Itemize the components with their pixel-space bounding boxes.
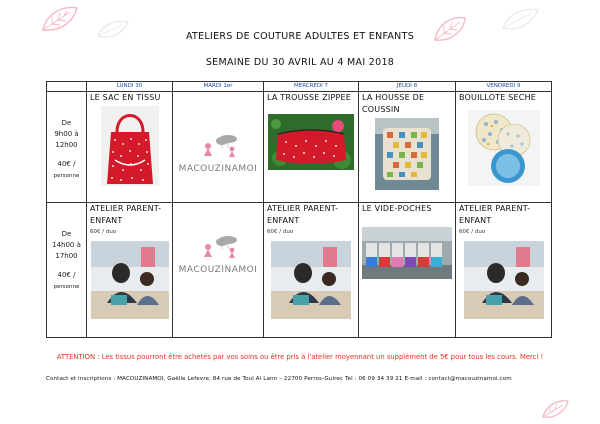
page-subtitle: SEMAINE DU 30 AVRIL AU 4 MAI 2018 <box>205 57 395 68</box>
workshop-cell[interactable] <box>456 92 552 203</box>
cushion-cover-photo <box>375 118 439 190</box>
pocket-tidy-photo <box>362 227 452 279</box>
parent-child-workshop-photo <box>464 241 544 319</box>
workshop-cell[interactable] <box>456 203 552 338</box>
workshop-title: LE SAC EN TISSU <box>90 93 161 102</box>
time-cell-morning <box>47 92 87 203</box>
time-end: 17h00 <box>55 252 78 260</box>
day-header: MARDI 1er <box>173 82 264 92</box>
leaf-decoration-icon <box>500 6 540 32</box>
tote-bag-photo <box>101 106 159 186</box>
schedule-table <box>46 81 552 338</box>
workshop-cell[interactable] <box>264 92 359 203</box>
workshop-title: ATELIER PARENT-ENFANT <box>459 204 531 225</box>
workshop-cell[interactable] <box>359 92 456 203</box>
time-per: personne <box>53 173 80 179</box>
logo-cell <box>173 203 264 338</box>
leaf-decoration-icon <box>540 398 570 420</box>
workshop-price: 60€ / duo <box>459 229 486 235</box>
page-title: ATELIERS DE COUTURE ADULTES ET ENFANTS <box>185 31 415 42</box>
afternoon-row <box>47 203 552 338</box>
time-price: 40€ / <box>57 160 76 168</box>
parent-child-workshop-photo <box>271 241 351 319</box>
time-from: De <box>61 230 72 238</box>
workshop-title: LA TROUSSE ZIPPEE <box>267 93 352 102</box>
day-header: VENDREDI 9 <box>456 82 552 92</box>
contact-info: Contact et inscriptions : MACOUZINAMOI, Gaëlle Lefevre, 84 rue de Toul Al Lann – 22700 Perros-Guirec Tel : 06 09 34 39 21 E-mail : contact@macouzinamoi.com <box>46 376 512 382</box>
workshop-price: 60€ / duo <box>90 229 117 235</box>
workshop-title: BOUILLOTE SECHE <box>459 93 537 102</box>
workshop-title: ATELIER PARENT-ENFANT <box>90 204 162 225</box>
day-header: JEUDI 8 <box>359 82 456 92</box>
time-price: 40€ / <box>57 271 76 279</box>
time-from: De <box>61 119 72 127</box>
time-per: personne <box>53 284 80 290</box>
dry-hot-water-bottle-photo <box>468 110 540 186</box>
logo-mark-icon <box>188 233 248 259</box>
time-start: 9h00 à <box>54 130 79 138</box>
day-header-row <box>47 82 552 92</box>
workshop-cell[interactable] <box>264 203 359 338</box>
logo-text: MACOUZINAMOI <box>178 164 258 174</box>
time-start: 14h00 à <box>52 241 81 249</box>
workshop-cell[interactable] <box>359 203 456 338</box>
morning-row <box>47 92 552 203</box>
zipped-pouch-photo <box>268 114 354 170</box>
macouzinamoi-logo <box>173 233 263 275</box>
day-header: LUNDI 30 <box>87 82 173 92</box>
workshop-title: LA HOUSSE DE COUSSIN <box>362 93 425 114</box>
workshop-title: ATELIER PARENT-ENFANT <box>267 204 339 225</box>
corner-cell <box>47 82 87 92</box>
time-cell-afternoon <box>47 203 87 338</box>
time-end: 12h00 <box>55 141 78 149</box>
workshop-title: LE VIDE-POCHES <box>362 204 432 213</box>
attention-notice: ATTENTION : Les tissus pourront être achetés par vos soins ou être pris à l'atelier moyennant un supplément de 5€ pour tous les cours. Merci ! <box>56 353 544 361</box>
leaf-decoration-icon <box>40 4 80 34</box>
workshop-cell[interactable] <box>87 203 173 338</box>
logo-mark-icon <box>188 132 248 158</box>
macouzinamoi-logo <box>173 132 263 174</box>
logo-text: MACOUZINAMOI <box>178 265 258 275</box>
day-header: MERCREDI 7 <box>264 82 359 92</box>
logo-cell <box>173 92 264 203</box>
parent-child-workshop-photo <box>91 241 169 319</box>
workshop-price: 60€ / duo <box>267 229 294 235</box>
workshop-cell[interactable] <box>87 92 173 203</box>
